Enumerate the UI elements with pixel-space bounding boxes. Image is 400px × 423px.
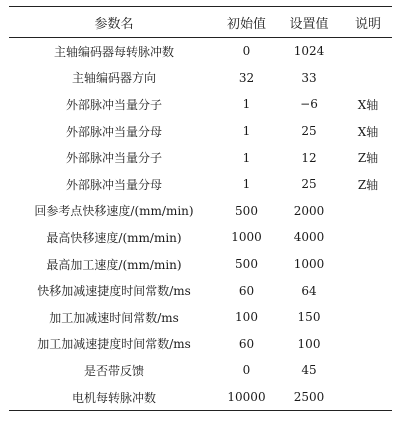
note-cell: Z轴 [357,151,379,166]
table-row [9,384,392,411]
table-row [9,118,392,145]
table-row [9,91,392,118]
param-name-cell: 外部脉冲当量分子 [65,97,162,112]
table-row [9,251,392,278]
header-note: 说明 [354,16,381,32]
setting-value-cell: 12 [301,150,317,165]
param-name-cell: 快移加减速捷度时间常数/ms [37,284,191,299]
note-cell [344,251,392,278]
table-row [9,277,392,304]
initial-value-cell: 60 [238,336,255,351]
note-cell [344,384,392,411]
note-cell [344,198,392,225]
header-param-name: 参数名 [94,16,134,32]
note-cell [344,331,392,358]
setting-value-cell: 1000 [293,257,325,272]
header-initial-value: 初始值 [226,16,266,32]
setting-value-cell: 33 [301,70,317,85]
param-name-cell: 电机每转脉冲数 [71,390,156,405]
setting-value-cell: 4000 [293,230,325,245]
initial-value-cell: 500 [235,257,258,272]
initial-value-cell: 1 [242,150,251,165]
param-name-cell: 加工加减速时间常数/ms [49,310,179,325]
initial-value-cell: 1 [242,177,251,192]
setting-value-cell: 45 [301,363,317,378]
table-row [9,357,392,384]
setting-value-cell: 25 [301,124,317,139]
table-row [9,198,392,225]
param-name-cell: 主轴编码器方向 [71,71,156,86]
header-setting-value: 设置值 [289,16,329,32]
initial-value-cell: 1 [242,97,251,112]
initial-value-cell: 60 [238,283,255,298]
initial-value-cell: 1000 [231,230,262,245]
param-name-cell: 是否带反馈 [83,363,144,378]
param-name-cell: 最高加工速度/(mm/min) [46,257,182,272]
initial-value-cell: 32 [238,70,255,85]
setting-value-cell: 2000 [293,203,325,218]
initial-value-cell: 10000 [227,390,266,405]
table-row [9,224,392,251]
param-name-cell: 加工加减速捷度时间常数/ms [37,337,191,352]
table-row [9,331,392,358]
param-name-cell: 回参考点快移速度/(mm/min) [34,204,194,219]
param-name-cell: 外部脉冲当量分子 [65,151,162,166]
table-header [9,7,392,38]
setting-value-cell: 100 [297,336,321,351]
param-name-cell: 主轴编码器每转脉冲数 [53,44,174,59]
note-cell: Z轴 [357,177,379,192]
setting-value-cell: 150 [297,310,321,325]
table-row [9,38,392,65]
initial-value-cell: 0 [242,44,251,59]
setting-value-cell: 1024 [293,44,325,59]
note-cell [344,304,392,331]
note-cell [344,277,392,304]
initial-value-cell: 500 [235,203,258,218]
note-cell [344,357,392,384]
table-row [9,171,392,198]
note-cell [344,65,392,92]
setting-value-cell: −6 [300,97,318,112]
param-name-cell: 外部脉冲当量分母 [65,177,162,192]
initial-value-cell: 1 [242,124,251,139]
param-name-cell: 最高快移速度/(mm/min) [46,230,182,245]
note-cell: X轴 [357,97,379,112]
parameter-table [9,6,392,411]
note-cell [344,38,392,65]
table-row [9,65,392,92]
table-row [9,304,392,331]
setting-value-cell: 25 [301,177,317,192]
parameter-table-container [9,6,392,411]
initial-value-cell: 0 [242,363,251,378]
setting-value-cell: 2500 [293,390,325,405]
setting-value-cell: 64 [301,283,317,298]
table-row [9,144,392,171]
note-cell: X轴 [357,124,379,139]
header-row [9,7,392,38]
initial-value-cell: 100 [235,310,258,325]
table-body [9,38,392,411]
param-name-cell: 外部脉冲当量分母 [65,124,162,139]
note-cell [344,224,392,251]
